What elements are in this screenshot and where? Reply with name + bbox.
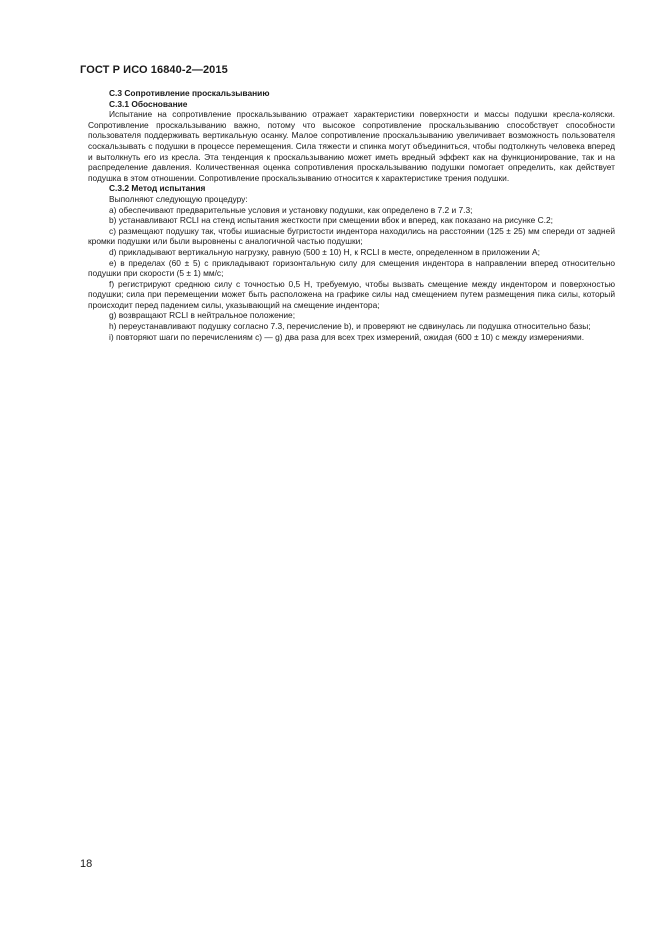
document-header: ГОСТ Р ИСО 16840-2—2015 [80, 64, 228, 76]
document-body [88, 88, 615, 342]
subsection-title-method: С.3.2 Метод испытания [109, 183, 206, 194]
subsection-title-rationale: С.3.1 Обоснование [109, 98, 188, 109]
page-number: 18 [80, 858, 93, 870]
step-a: a) обеспечивают предварительные условия и установку подушки, как определено в 7.2 и 7.3; [109, 204, 473, 215]
step-i: i) повторяют шаги по перечислениям c) — g) два раза для всех трех измерений, ожидая (600 ± 10) с между измерениями. [109, 331, 585, 342]
step-h: h) переустанавливают подушку согласно 7.3, перечисление b), и проверяют не сдвинулась ли подушка относительно базы; [109, 321, 591, 332]
step-g: g) возвращают RCLI в нейтральное положение; [109, 310, 296, 321]
step-f: f) регистрируют среднюю силу с точностью 0,5 Н, требуемую, чтобы вызвать смещение между индентором и поверхностью подушки; сила при перемещении может быть расположена на графике силы над смещением путем размещения пика силы, который происходит перед падением силы, указывающий на смещение индентора; [88, 278, 615, 310]
step-c: c) размещают подушку так, чтобы ишиасные бугристости индентора находились на расстоянии (125 ± 25) мм спереди от задней кромки подушки или были выровнены с аналогичной частью подушки; [88, 225, 615, 247]
method-intro: Выполняют следующую процедуру: [109, 193, 248, 204]
step-e: e) в пределах (60 ± 5) с прикладывают горизонтальную силу для смещения индентора в направлении вперед относительно подушки при скорости (5 ± 1) мм/с; [88, 257, 615, 279]
step-b: b) устанавливают RCLI на стенд испытания жесткости при смещении вбок и вперед, как показано на рисунке С.2; [109, 215, 553, 226]
rationale-paragraph: Испытание на сопротивление проскальзыванию отражает характеристики поверхности и массы подушки кресла-коляски. Сопротивление проскальзыванию важно, потому что высокое сопротивление проскальзыванию способствует способности пользователя поддерживать вертикальную осанку. Малое сопротивление проскальзыванию увеличивает возможность пользователя соскальзывать с подушки в процессе перемещения. Сила тяжести и спинка могут объединиться, чтобы подтолкнуть человека вперед и вытолкнуть его из кресла. Эта тенденция к проскальзыванию может иметь вредный эффект как на функционирование, так и на распределение давления. Количественная оценка сопротивления проскальзыванию подушки помогает определить, как действует подушка в этом отношении. Сопротивление проскальзыванию относится к характеристике трения подушки. [88, 109, 615, 183]
section-title: С.3 Сопротивление проскальзыванию [109, 88, 270, 98]
step-d: d) прикладывают вертикальную нагрузку, равную (500 ± 10) Н, к RCLI в месте, определенном в приложении А; [109, 246, 540, 257]
